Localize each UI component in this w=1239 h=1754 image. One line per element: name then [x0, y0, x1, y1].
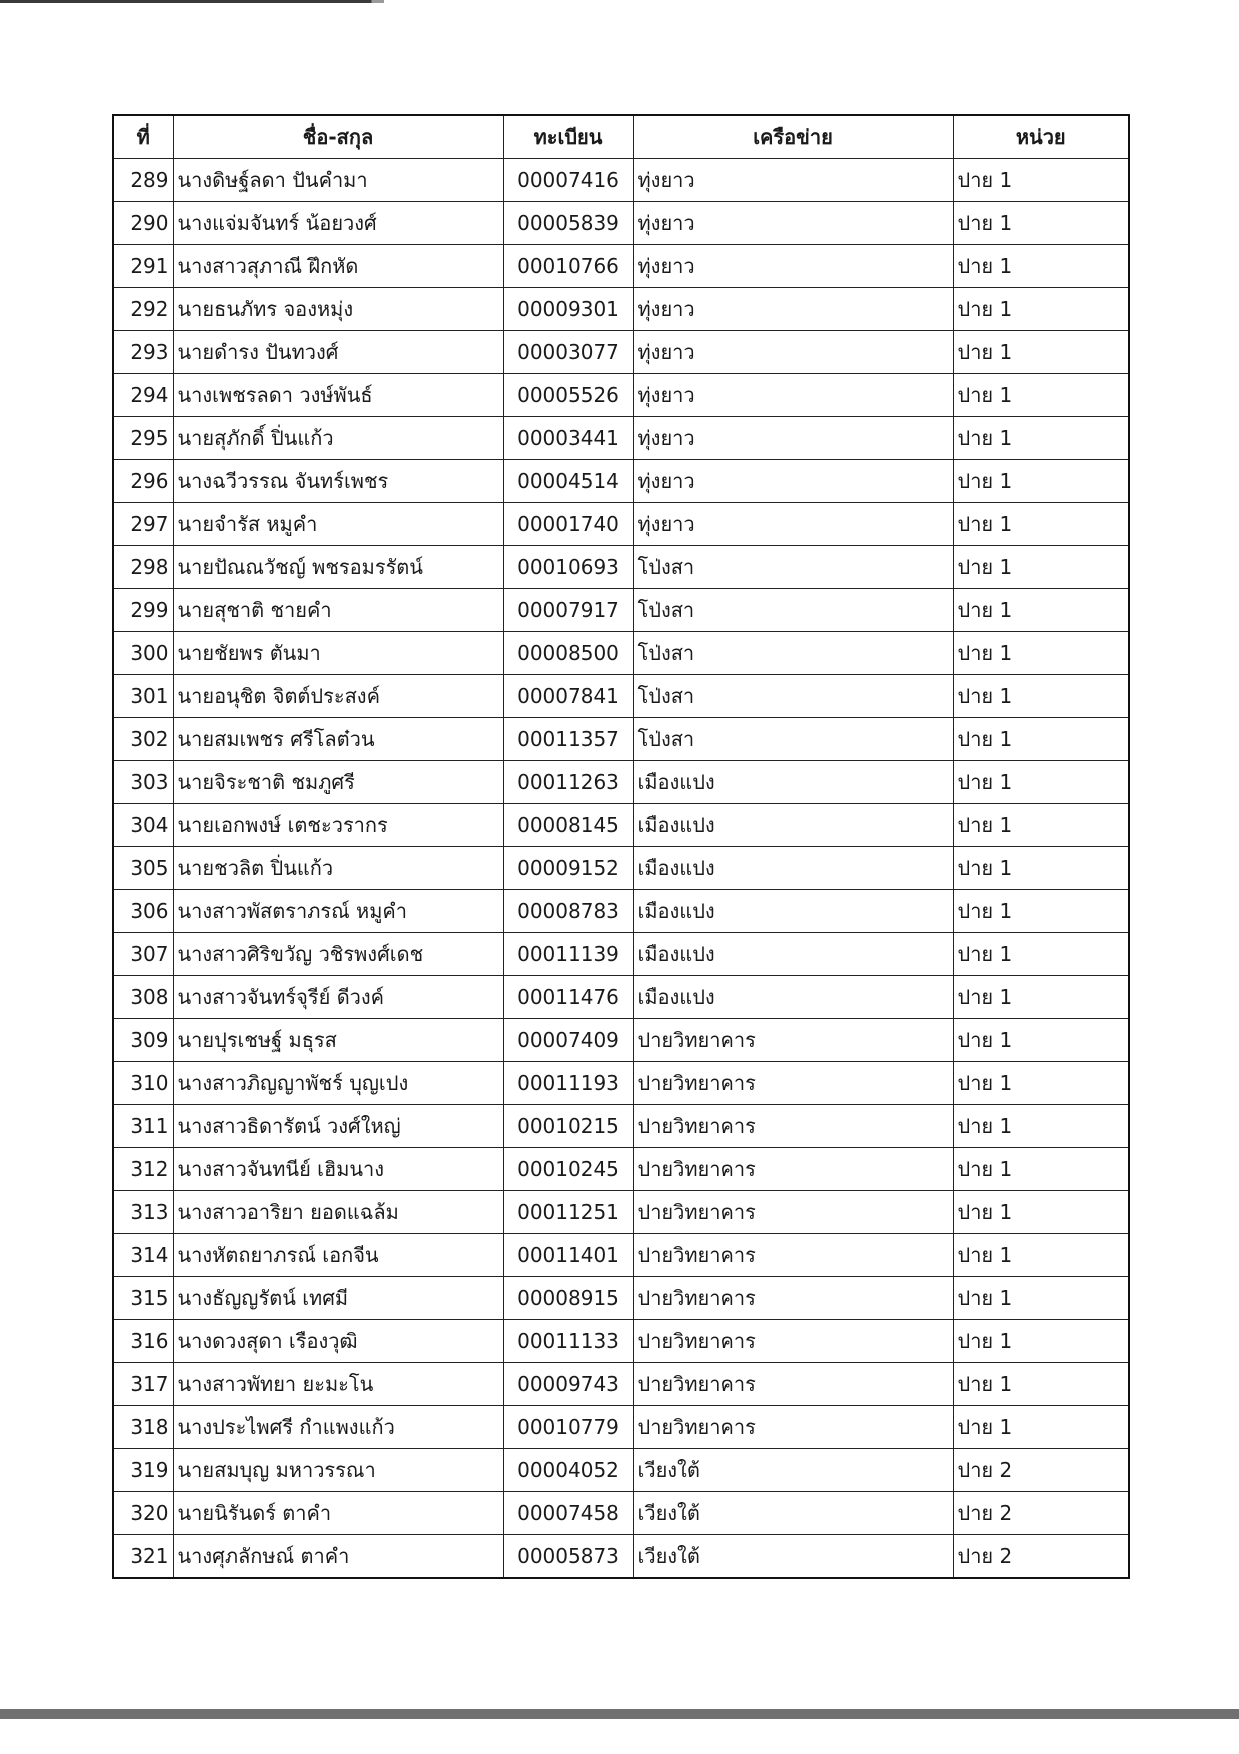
table-row — [113, 1449, 1129, 1492]
table-row — [113, 933, 1129, 976]
cell-no: 303 — [113, 761, 173, 804]
cell-no: 316 — [113, 1320, 173, 1363]
cell-registration: 00010766 — [503, 245, 633, 288]
cell-registration: 00007917 — [503, 589, 633, 632]
cell-no: 305 — [113, 847, 173, 890]
cell-registration: 00007409 — [503, 1019, 633, 1062]
cell-network: ปายวิทยาคาร — [633, 1191, 953, 1234]
cell-registration: 00008783 — [503, 890, 633, 933]
cell-registration: 00011476 — [503, 976, 633, 1019]
cell-network: ทุ่งยาว — [633, 417, 953, 460]
cell-unit: ปาย 1 — [953, 1363, 1129, 1406]
cell-unit: ปาย 1 — [953, 1062, 1129, 1105]
table-row — [113, 804, 1129, 847]
cell-no: 315 — [113, 1277, 173, 1320]
cell-no: 304 — [113, 804, 173, 847]
table-row — [113, 847, 1129, 890]
cell-unit: ปาย 1 — [953, 503, 1129, 546]
cell-no: 293 — [113, 331, 173, 374]
cell-registration: 00007458 — [503, 1492, 633, 1535]
cell-no: 308 — [113, 976, 173, 1019]
cell-network: ปายวิทยาคาร — [633, 1105, 953, 1148]
table-row — [113, 1234, 1129, 1277]
cell-no: 312 — [113, 1148, 173, 1191]
cell-registration: 00005839 — [503, 202, 633, 245]
table-row — [113, 890, 1129, 933]
cell-registration: 00009152 — [503, 847, 633, 890]
cell-unit: ปาย 1 — [953, 976, 1129, 1019]
cell-no: 301 — [113, 675, 173, 718]
cell-no: 311 — [113, 1105, 173, 1148]
cell-network: เมืองแปง — [633, 847, 953, 890]
cell-network: โป่งสา — [633, 632, 953, 675]
cell-registration: 00010215 — [503, 1105, 633, 1148]
cell-network: เมืองแปง — [633, 890, 953, 933]
cell-unit: ปาย 1 — [953, 804, 1129, 847]
cell-registration: 00007416 — [503, 159, 633, 202]
cell-unit: ปาย 2 — [953, 1492, 1129, 1535]
cell-name: นายปัณณวัชญ์ พชรอมรรัตน์ — [173, 546, 503, 589]
table-row — [113, 1191, 1129, 1234]
cell-name: นายชัยพร ตันมา — [173, 632, 503, 675]
cell-network: ทุ่งยาว — [633, 331, 953, 374]
cell-unit: ปาย 1 — [953, 202, 1129, 245]
cell-unit: ปาย 1 — [953, 675, 1129, 718]
cell-no: 306 — [113, 890, 173, 933]
cell-no: 321 — [113, 1535, 173, 1579]
table-row — [113, 1492, 1129, 1535]
table-row — [113, 460, 1129, 503]
cell-network: ทุ่งยาว — [633, 202, 953, 245]
table-row — [113, 589, 1129, 632]
cell-registration: 00009743 — [503, 1363, 633, 1406]
cell-network: โป่งสา — [633, 718, 953, 761]
cell-no: 298 — [113, 546, 173, 589]
cell-name: นางสาวธิดารัตน์ วงศ์ใหญ่ — [173, 1105, 503, 1148]
cell-unit: ปาย 1 — [953, 374, 1129, 417]
cell-unit: ปาย 1 — [953, 1105, 1129, 1148]
cell-registration: 00008915 — [503, 1277, 633, 1320]
cell-name: นายจำรัส หมูคำ — [173, 503, 503, 546]
table-row — [113, 374, 1129, 417]
cell-name: นางสาวสุภาณี ฝึกหัด — [173, 245, 503, 288]
cell-name: นายปุรเชษฐ์ มธุรส — [173, 1019, 503, 1062]
table-row — [113, 1148, 1129, 1191]
scan-top-edge — [0, 0, 1239, 3]
cell-unit: ปาย 1 — [953, 331, 1129, 374]
cell-no: 309 — [113, 1019, 173, 1062]
cell-registration: 00004514 — [503, 460, 633, 503]
cell-no: 320 — [113, 1492, 173, 1535]
cell-unit: ปาย 2 — [953, 1449, 1129, 1492]
cell-unit: ปาย 1 — [953, 761, 1129, 804]
header-registration: ทะเบียน — [503, 115, 633, 159]
cell-name: นางศุภลักษณ์ ตาคำ — [173, 1535, 503, 1579]
roster-table — [112, 114, 1130, 1579]
page-margin-bottom — [0, 1719, 1239, 1754]
cell-network: ปายวิทยาคาร — [633, 1148, 953, 1191]
cell-registration: 00010693 — [503, 546, 633, 589]
cell-unit: ปาย 1 — [953, 245, 1129, 288]
cell-no: 319 — [113, 1449, 173, 1492]
cell-no: 318 — [113, 1406, 173, 1449]
cell-no: 307 — [113, 933, 173, 976]
cell-network: โป่งสา — [633, 675, 953, 718]
table-row — [113, 1277, 1129, 1320]
header-unit: หน่วย — [953, 115, 1129, 159]
table-row — [113, 331, 1129, 374]
cell-unit: ปาย 1 — [953, 460, 1129, 503]
cell-name: นางสาวจันทร์จุรีย์ ดีวงค์ — [173, 976, 503, 1019]
cell-name: นายสุภักดิ์ ปิ่นแก้ว — [173, 417, 503, 460]
cell-registration: 00005526 — [503, 374, 633, 417]
cell-name: นายจิระชาติ ชมภูศรี — [173, 761, 503, 804]
cell-network: เมืองแปง — [633, 804, 953, 847]
cell-unit: ปาย 1 — [953, 159, 1129, 202]
cell-unit: ปาย 2 — [953, 1535, 1129, 1579]
cell-registration: 00005873 — [503, 1535, 633, 1579]
table-header-row — [113, 115, 1129, 159]
cell-unit: ปาย 1 — [953, 847, 1129, 890]
table-row — [113, 1535, 1129, 1579]
cell-name: นางดวงสุดา เรืองวุฒิ — [173, 1320, 503, 1363]
cell-no: 294 — [113, 374, 173, 417]
cell-network: ทุ่งยาว — [633, 288, 953, 331]
cell-registration: 00011251 — [503, 1191, 633, 1234]
cell-name: นายสมบุญ มหาวรรณา — [173, 1449, 503, 1492]
cell-registration: 00011139 — [503, 933, 633, 976]
cell-name: นายอนุชิต จิตต์ประสงค์ — [173, 675, 503, 718]
table-row — [113, 1062, 1129, 1105]
cell-no: 300 — [113, 632, 173, 675]
cell-unit: ปาย 1 — [953, 1277, 1129, 1320]
cell-network: เวียงใต้ — [633, 1535, 953, 1579]
cell-network: ทุ่งยาว — [633, 503, 953, 546]
cell-registration: 00008145 — [503, 804, 633, 847]
cell-name: นางหัตถยาภรณ์ เอกจีน — [173, 1234, 503, 1277]
cell-network: ปายวิทยาคาร — [633, 1277, 953, 1320]
table-row — [113, 1320, 1129, 1363]
cell-network: ทุ่งยาว — [633, 374, 953, 417]
cell-name: นางสาวภิญญาพัชร์ บุญเปง — [173, 1062, 503, 1105]
cell-unit: ปาย 1 — [953, 933, 1129, 976]
table-row — [113, 761, 1129, 804]
cell-registration: 00011401 — [503, 1234, 633, 1277]
cell-name: นายนิรันดร์ ตาคำ — [173, 1492, 503, 1535]
cell-no: 310 — [113, 1062, 173, 1105]
cell-name: นายสุชาติ ชายคำ — [173, 589, 503, 632]
cell-network: เมืองแปง — [633, 761, 953, 804]
table-row — [113, 1406, 1129, 1449]
cell-network: ปายวิทยาคาร — [633, 1320, 953, 1363]
cell-name: นายเอกพงษ์ เตชะวรากร — [173, 804, 503, 847]
cell-network: ปายวิทยาคาร — [633, 1019, 953, 1062]
cell-name: นางดิษฐ์ลดา ปันคำมา — [173, 159, 503, 202]
cell-no: 302 — [113, 718, 173, 761]
cell-network: โป่งสา — [633, 546, 953, 589]
cell-network: เวียงใต้ — [633, 1449, 953, 1492]
table-row — [113, 1363, 1129, 1406]
cell-no: 291 — [113, 245, 173, 288]
cell-unit: ปาย 1 — [953, 546, 1129, 589]
table-row — [113, 675, 1129, 718]
cell-network: ทุ่งยาว — [633, 460, 953, 503]
table-row — [113, 1105, 1129, 1148]
cell-unit: ปาย 1 — [953, 1148, 1129, 1191]
cell-no: 297 — [113, 503, 173, 546]
cell-network: ปายวิทยาคาร — [633, 1363, 953, 1406]
cell-unit: ปาย 1 — [953, 589, 1129, 632]
table-row — [113, 546, 1129, 589]
cell-registration: 00007841 — [503, 675, 633, 718]
cell-network: ทุ่งยาว — [633, 159, 953, 202]
cell-registration: 00003077 — [503, 331, 633, 374]
cell-no: 296 — [113, 460, 173, 503]
cell-name: นางสาวศิริขวัญ วชิรพงศ์เดช — [173, 933, 503, 976]
cell-no: 299 — [113, 589, 173, 632]
table-row — [113, 976, 1129, 1019]
cell-no: 314 — [113, 1234, 173, 1277]
cell-registration: 00010245 — [503, 1148, 633, 1191]
cell-network: เมืองแปง — [633, 976, 953, 1019]
cell-network: ปายวิทยาคาร — [633, 1406, 953, 1449]
cell-name: นางสาวพัทยา ยะมะโน — [173, 1363, 503, 1406]
cell-unit: ปาย 1 — [953, 1320, 1129, 1363]
cell-name: นางแจ่มจันทร์ น้อยวงศ์ — [173, 202, 503, 245]
cell-network: เมืองแปง — [633, 933, 953, 976]
cell-unit: ปาย 1 — [953, 1234, 1129, 1277]
cell-registration: 00003441 — [503, 417, 633, 460]
cell-name: นางธัญญรัตน์ เทศมี — [173, 1277, 503, 1320]
cell-unit: ปาย 1 — [953, 1406, 1129, 1449]
cell-unit: ปาย 1 — [953, 1019, 1129, 1062]
cell-no: 317 — [113, 1363, 173, 1406]
cell-name: นางฉวีวรรณ จันทร์เพชร — [173, 460, 503, 503]
table-row — [113, 718, 1129, 761]
cell-name: นายธนภัทร จองหมุ่ง — [173, 288, 503, 331]
cell-name: นางประไพศรี กำแพงแก้ว — [173, 1406, 503, 1449]
cell-registration: 00011193 — [503, 1062, 633, 1105]
header-no: ที่ — [113, 115, 173, 159]
cell-no: 292 — [113, 288, 173, 331]
cell-unit: ปาย 1 — [953, 718, 1129, 761]
cell-no: 295 — [113, 417, 173, 460]
table-row — [113, 417, 1129, 460]
cell-name: นายดำรง ปันทวงศ์ — [173, 331, 503, 374]
cell-unit: ปาย 1 — [953, 632, 1129, 675]
scan-bottom-edge — [0, 1709, 1239, 1719]
table-row — [113, 245, 1129, 288]
cell-registration: 00011263 — [503, 761, 633, 804]
cell-name: นายชวลิต ปิ่นแก้ว — [173, 847, 503, 890]
table-row — [113, 503, 1129, 546]
cell-name: นางสาวจันทนีย์ เฮิมนาง — [173, 1148, 503, 1191]
cell-no: 290 — [113, 202, 173, 245]
cell-no: 289 — [113, 159, 173, 202]
table-row — [113, 159, 1129, 202]
cell-unit: ปาย 1 — [953, 417, 1129, 460]
cell-unit: ปาย 1 — [953, 890, 1129, 933]
cell-registration: 00008500 — [503, 632, 633, 675]
header-network: เครือข่าย — [633, 115, 953, 159]
table-body — [113, 159, 1129, 1579]
cell-registration: 00011357 — [503, 718, 633, 761]
cell-registration: 00009301 — [503, 288, 633, 331]
table-row — [113, 1019, 1129, 1062]
cell-unit: ปาย 1 — [953, 288, 1129, 331]
cell-name: นางสาวอาริยา ยอดแฉล้ม — [173, 1191, 503, 1234]
cell-network: เวียงใต้ — [633, 1492, 953, 1535]
cell-name: นายสมเพชร ศรีโลต๋วน — [173, 718, 503, 761]
cell-name: นางเพชรลดา วงษ์พันธ์ — [173, 374, 503, 417]
cell-network: ปายวิทยาคาร — [633, 1234, 953, 1277]
table-row — [113, 202, 1129, 245]
cell-registration: 00004052 — [503, 1449, 633, 1492]
cell-network: ทุ่งยาว — [633, 245, 953, 288]
cell-registration: 00011133 — [503, 1320, 633, 1363]
cell-name: นางสาวพัสตราภรณ์ หมูคำ — [173, 890, 503, 933]
cell-no: 313 — [113, 1191, 173, 1234]
header-name: ชื่อ-สกุล — [173, 115, 503, 159]
cell-network: ปายวิทยาคาร — [633, 1062, 953, 1105]
table-row — [113, 632, 1129, 675]
cell-registration: 00010779 — [503, 1406, 633, 1449]
cell-network: โป่งสา — [633, 589, 953, 632]
cell-registration: 00001740 — [503, 503, 633, 546]
cell-unit: ปาย 1 — [953, 1191, 1129, 1234]
table-row — [113, 288, 1129, 331]
